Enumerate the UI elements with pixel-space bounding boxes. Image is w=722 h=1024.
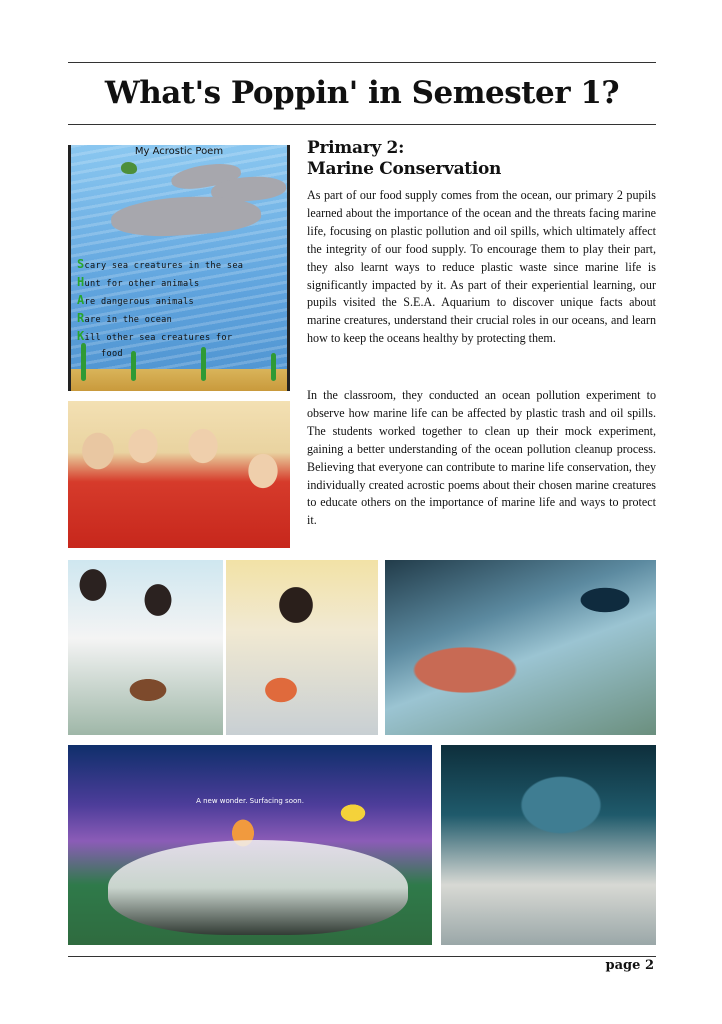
seaweed-icon [271,353,276,381]
top-rule [68,62,656,63]
article-heading-line2: Marine Conservation [307,159,502,179]
photo-pollution-experiment-closeup [226,560,378,735]
poem-line: Rare in the ocean [77,311,173,325]
page-number: page 2 [605,958,654,973]
article-paragraph: As part of our food supply comes from the ocean, our primary 2 pupils learned about the importance of the ocean and the threats facing marine life, focusing on plastic pollution and oil spills, which ultimately affect the integrity of our food supply. To encourage them to play their part, they also learnt ways to reduce plastic waste since marine life is significantly impacted by it. As part of their experiential learning, our pupils visited the S.E.A. Aquarium to discover unique facts about marine creatures, understand their crucial roles in our oceans, and learn how to keep the oceans healthy by protecting them. [307,188,656,346]
poem-line: Are dangerous animals [77,293,195,307]
photo-group-at-aquarium [68,745,432,945]
poem-line: Hunt for other animals [77,275,200,289]
article-heading [307,138,657,180]
article-paragraph: In the classroom, they conducted an ocean pollution experiment to observe how marine life can be affected by plastic trash and oil spills. The students worked together to clean up their mock experiment, gaining a better understanding of the ocean pollution cleanup process. Believing that everyone can contribute to marine life conservation, they individually created acrostic poems about their chosen marine creatures to educate others on the importance of marine life and ways to protect it. [307,388,656,528]
poem-line: food [101,349,123,359]
seabed [71,369,287,391]
article-heading-line1: Primary 2: [307,138,405,158]
footer-rule [68,956,656,957]
poem-title: My Acrostic Poem [134,146,224,157]
photo-caption: A new wonder. Surfacing soon. [196,797,304,805]
seaweed-icon [131,351,136,381]
seaweed-icon [201,347,206,381]
page-title: What's Poppin' in Semester 1? [104,75,620,111]
photo-pollution-experiment [68,560,223,735]
photo-pupils-at-table [68,401,290,548]
photo-aquarium-touch-pool [385,560,656,735]
photo-aquarium-tunnel [441,745,656,945]
poem-line: Scary sea creatures in the sea [77,257,244,271]
title-underline-rule [68,124,656,125]
group-of-pupils [108,840,408,935]
whale-drawing-icon [121,162,137,174]
acrostic-poem-drawing [68,145,290,391]
seaweed-icon [81,343,86,381]
poem-line: Kill other sea creatures for [77,329,233,343]
